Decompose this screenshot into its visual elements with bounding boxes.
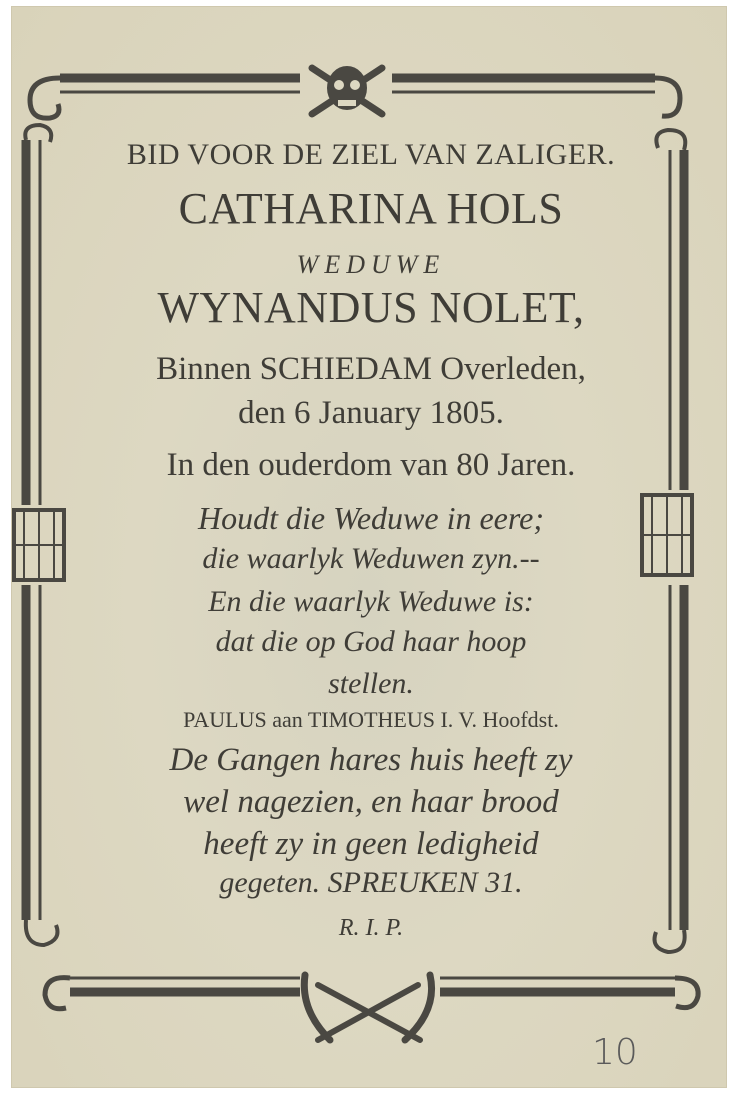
scripture-reference-1: PAULUS aan TIMOTHEUS I. V. Hoofdst. xyxy=(183,707,559,732)
deceased-name: CATHARINA HOLS xyxy=(178,184,564,233)
crossed-scythes-icon xyxy=(304,975,431,1040)
rip: R. I. P. xyxy=(338,915,404,941)
verse-line-1: Houdt die Weduwe in eere; xyxy=(198,500,544,536)
heading-bid-voor: BID VOOR DE ZIEL VAN ZALIGER. xyxy=(126,138,616,171)
skull-and-crossbones-icon xyxy=(312,66,382,114)
age-at-death: In den ouderdom van 80 Jaren. xyxy=(166,447,576,483)
verse-line-4: dat die op God haar hoop xyxy=(215,625,527,658)
husband-name: WYNANDUS NOLET, xyxy=(157,283,585,332)
proverb-line-1: De Gangen hares huis heeft zy xyxy=(169,742,573,778)
verse-line-3: En die waarlyk Weduwe is: xyxy=(208,585,534,618)
proverb-line-2: wel nagezien, en haar brood xyxy=(183,784,559,820)
verse-line-5: stellen. xyxy=(328,667,414,700)
widow-label: WEDUWE xyxy=(296,250,446,279)
proverb-line-4: gegeten. SPREUKEN 31. xyxy=(219,866,523,899)
handwritten-number: 10 xyxy=(592,1032,638,1073)
death-date: den 6 January 1805. xyxy=(238,395,504,431)
death-place: Binnen SCHIEDAM Overleden, xyxy=(156,351,586,387)
proverb-line-3: heeft zy in geen ledigheid xyxy=(203,826,539,862)
verse-line-2: die waarlyk Weduwen zyn.-- xyxy=(202,542,540,575)
